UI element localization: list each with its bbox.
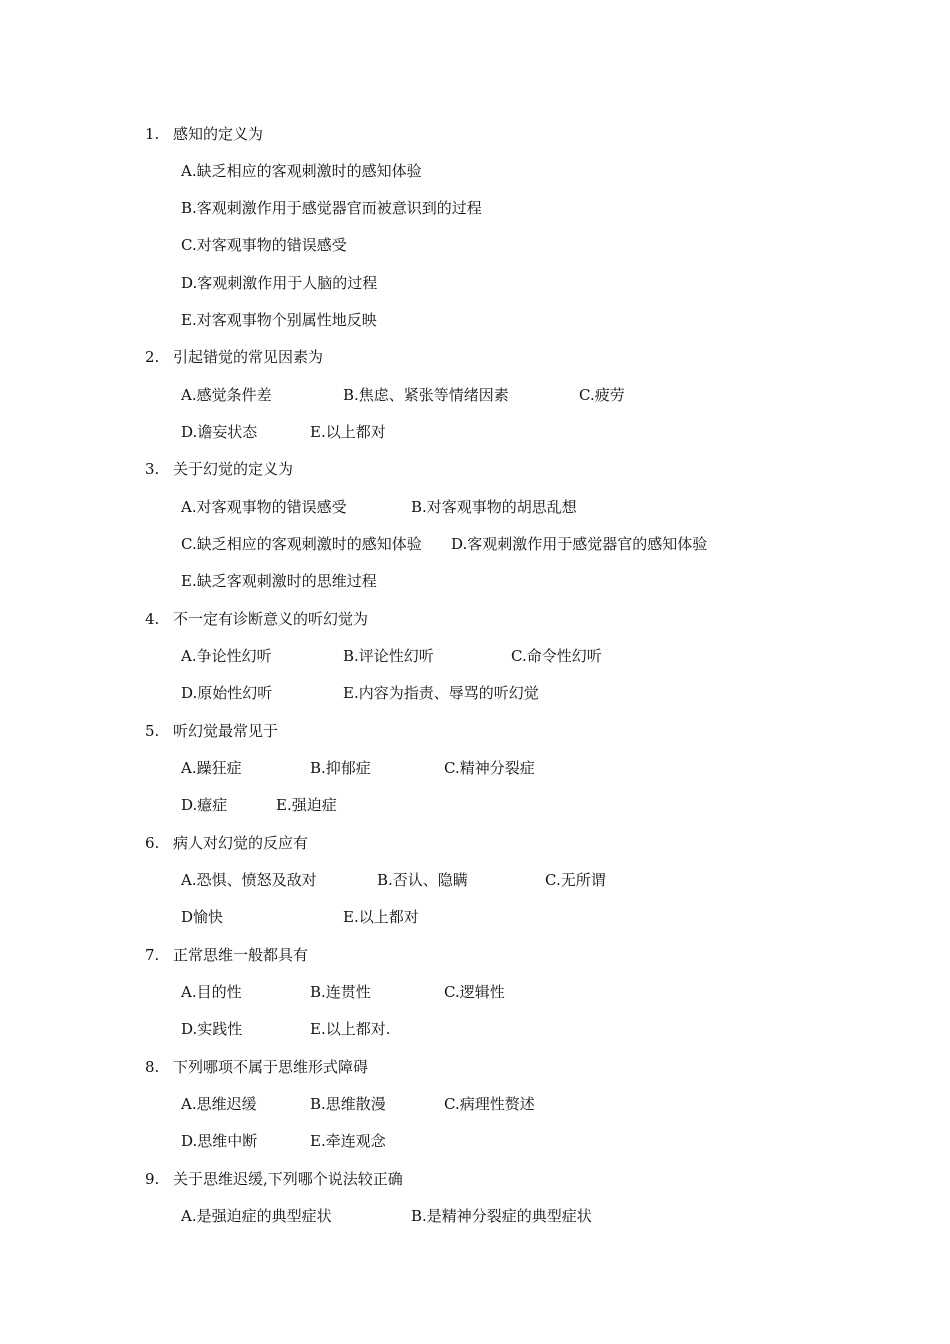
option: A.对客观事物的错误感受 (181, 498, 347, 516)
option: E.以上都对. (310, 1020, 391, 1038)
option: E.以上都对 (310, 423, 386, 441)
option: E.以上都对 (343, 908, 419, 926)
question-7 (145, 945, 308, 965)
option: B.评论性幻听 (343, 647, 434, 665)
option: A.目的性 (181, 983, 242, 1001)
option: D.思维中断 (181, 1132, 258, 1150)
option: A.争论性幻听 (181, 647, 272, 665)
option: A.缺乏相应的客观刺激时的感知体验 (181, 162, 422, 180)
option: A.是强迫症的典型症状 (181, 1207, 332, 1225)
option: B.否认、隐瞒 (377, 871, 468, 889)
option: A.感觉条件差 (181, 386, 272, 404)
question-number: 3. (145, 460, 160, 478)
question-number: 4. (145, 610, 160, 628)
question-number: 5. (145, 722, 160, 740)
option: E.对客观事物个别属性地反映 (181, 311, 377, 329)
option: D.客观刺激作用于感觉器官的感知体验 (451, 535, 708, 553)
question-number: 2. (145, 348, 160, 366)
option: C.疲劳 (579, 386, 625, 404)
question-3 (145, 459, 293, 479)
option: D.实践性 (181, 1020, 243, 1038)
question-6 (145, 833, 308, 853)
option: B.对客观事物的胡思乱想 (411, 498, 577, 516)
question-text: 关于幻觉的定义为 (173, 460, 294, 478)
option: C.无所谓 (545, 871, 606, 889)
question-number: 1. (145, 125, 160, 143)
question-text: 感知的定义为 (173, 125, 264, 143)
question-2 (145, 347, 323, 367)
question-number: 7. (145, 946, 160, 964)
option: E.内容为指责、辱骂的听幻觉 (343, 684, 539, 702)
option: C.对客观事物的错误感受 (181, 236, 347, 254)
question-text: 下列哪项不属于思维形式障碍 (173, 1058, 369, 1076)
option: D.癔症 (181, 796, 228, 814)
question-number: 8. (145, 1058, 160, 1076)
question-1 (145, 124, 263, 144)
question-text: 病人对幻觉的反应有 (173, 834, 309, 852)
option: B.客观刺激作用于感觉器官而被意识到的过程 (181, 199, 482, 217)
question-text: 关于思维迟缓,下列哪个说法较正确 (173, 1170, 403, 1188)
option: C.命令性幻听 (511, 647, 602, 665)
question-5 (145, 721, 278, 741)
option: B.焦虑、紧张等情绪因素 (343, 386, 509, 404)
option: B.是精神分裂症的典型症状 (411, 1207, 592, 1225)
option: C.病理性赘述 (444, 1095, 535, 1113)
question-number: 9. (145, 1170, 160, 1188)
option: C.逻辑性 (444, 983, 505, 1001)
option: D.原始性幻听 (181, 684, 273, 702)
option: E.强迫症 (276, 796, 337, 814)
option: A.恐惧、愤怒及敌对 (181, 871, 317, 889)
option: D愉快 (181, 908, 224, 926)
option: C.精神分裂症 (444, 759, 535, 777)
option: B.思维散漫 (310, 1095, 386, 1113)
option: A.思维迟缓 (181, 1095, 257, 1113)
question-8 (145, 1057, 368, 1077)
question-text: 不一定有诊断意义的听幻觉为 (173, 610, 369, 628)
option: D.谵妄状态 (181, 423, 258, 441)
question-9 (145, 1169, 403, 1189)
question-number: 6. (145, 834, 160, 852)
option: C.缺乏相应的客观刺激时的感知体验 (181, 535, 422, 553)
option: E.牵连观念 (310, 1132, 386, 1150)
question-text: 听幻觉最常见于 (173, 722, 279, 740)
question-text: 引起错觉的常见因素为 (173, 348, 324, 366)
option: A.躁狂症 (181, 759, 242, 777)
option: B.抑郁症 (310, 759, 371, 777)
option: D.客观刺激作用于人脑的过程 (181, 274, 378, 292)
option: E.缺乏客观刺激时的思维过程 (181, 572, 377, 590)
question-text: 正常思维一般都具有 (173, 946, 309, 964)
question-4 (145, 609, 368, 629)
option: B.连贯性 (310, 983, 371, 1001)
